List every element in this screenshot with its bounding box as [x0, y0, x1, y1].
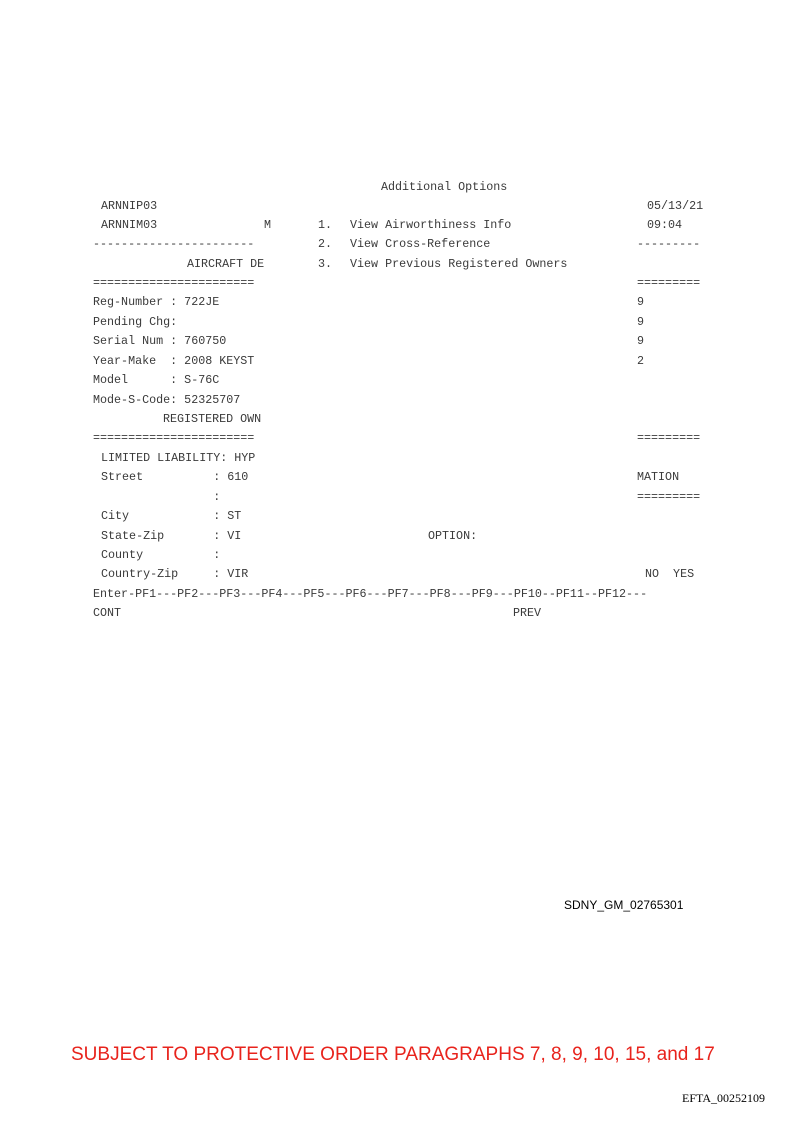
equals-divider-right: ========= [637, 276, 701, 290]
owner-section-header: REGISTERED OWN [163, 412, 262, 426]
county-field: County : [101, 548, 221, 562]
screen-date: 05/13/21 [647, 199, 704, 213]
bates-number: SDNY_GM_02765301 [564, 898, 684, 912]
pf-key-line[interactable]: Enter-PF1---PF2---PF3---PF4---PF5---PF6---PF7---PF8---PF9---PF10--PF11--PF12--- [93, 587, 648, 601]
street-field: Street : 610 [101, 470, 249, 484]
equals-divider-left: ======================= [93, 276, 255, 290]
right-value-1: 9 [637, 295, 645, 309]
program-id-2: ARNNIM03 [101, 218, 158, 232]
street-2-field: : [101, 490, 221, 504]
option-prompt[interactable]: OPTION: [428, 529, 478, 543]
menu-title: Additional Options [381, 180, 508, 194]
efta-id: EFTA_00252109 [682, 1091, 766, 1105]
right-value-4: 2 [637, 354, 645, 368]
owner-name-field: LIMITED LIABILITY: HYP [101, 451, 256, 465]
right-info-text: MATION [637, 470, 680, 484]
model-field: Model : S-76C [93, 373, 220, 387]
program-id-1: ARNNIP03 [101, 199, 158, 213]
equals-divider-left-2: ======================= [93, 431, 255, 445]
reg-number-field: Reg-Number : 722JE [93, 295, 220, 309]
menu-option-2-number: 2. [318, 237, 333, 251]
mode-s-code-field: Mode-S-Code: 52325707 [93, 393, 241, 407]
menu-option-2[interactable]: View Cross-Reference [350, 237, 491, 251]
menu-option-1-number: 1. [318, 218, 333, 232]
menu-option-3-number: 3. [318, 257, 333, 271]
menu-option-1[interactable]: View Airworthiness Info [350, 218, 512, 232]
dash-divider-left: ----------------------- [93, 237, 255, 251]
protective-order-notice: SUBJECT TO PROTECTIVE ORDER PARAGRAPHS 7, 8, 9, 10, 15, and 17 [71, 1044, 715, 1065]
right-value-2: 9 [637, 315, 645, 329]
cont-key-label[interactable]: CONT [93, 606, 122, 620]
no-yes-choice[interactable]: NO YES [645, 567, 695, 581]
equals-divider-right-2: ========= [637, 431, 701, 445]
dash-divider-right: --------- [637, 237, 701, 251]
pending-change-field: Pending Chg: [93, 315, 178, 329]
city-field: City : ST [101, 509, 242, 523]
country-zip-field: Country-Zip : VIR [101, 567, 249, 581]
right-value-3: 9 [637, 334, 645, 348]
year-make-field: Year-Make : 2008 KEYST [93, 354, 255, 368]
prev-key-label[interactable]: PREV [513, 606, 542, 620]
state-zip-field: State-Zip : VI [101, 529, 242, 543]
equals-divider-right-3: ========= [637, 490, 701, 504]
serial-number-field: Serial Num : 760750 [93, 334, 227, 348]
mode-flag: M [264, 218, 272, 232]
screen-time: 09:04 [647, 218, 683, 232]
menu-option-3[interactable]: View Previous Registered Owners [350, 257, 568, 271]
aircraft-section-header: AIRCRAFT DE [187, 257, 265, 271]
